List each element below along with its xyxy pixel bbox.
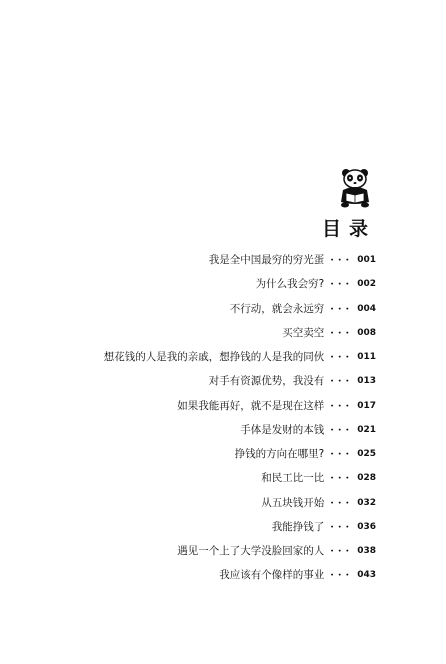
toc-entry-title: 和民工比一比 bbox=[261, 472, 325, 484]
toc-entry-title: 挣钱的方向在哪里? bbox=[234, 448, 325, 460]
toc-page-number: 002 bbox=[357, 279, 376, 289]
toc-entry-title: 我应该有个像样的事业 bbox=[219, 569, 325, 581]
toc-entry[interactable] bbox=[256, 276, 376, 292]
toc-entry[interactable] bbox=[282, 325, 376, 341]
toc-leader-dots: ··· bbox=[330, 545, 354, 557]
toc-entry[interactable] bbox=[104, 349, 376, 365]
toc-leader-dots: ··· bbox=[330, 400, 354, 412]
toc-entry[interactable] bbox=[235, 446, 376, 462]
toc-leader-dots: ··· bbox=[330, 569, 354, 581]
toc-entry[interactable] bbox=[177, 398, 376, 414]
toc-entry-title: 手体是发财的本钱 bbox=[240, 424, 325, 436]
toc-page-number: 025 bbox=[357, 449, 376, 459]
toc-page-number: 021 bbox=[357, 425, 376, 435]
toc-entry-title: 从五块钱开始 bbox=[261, 497, 325, 509]
toc-page-number: 036 bbox=[357, 522, 376, 532]
toc-leader-dots: ··· bbox=[330, 254, 354, 266]
toc-entry-title: 想花钱的人是我的亲戚，想挣钱的人是我的同伙 bbox=[103, 351, 325, 363]
toc-leader-dots: ··· bbox=[330, 424, 354, 436]
toc-entry-title: 对手有资源优势，我没有 bbox=[208, 375, 325, 387]
toc-page-number: 043 bbox=[357, 570, 376, 580]
toc-page-number: 008 bbox=[357, 328, 376, 338]
toc-entry-title: 为什么我会穷? bbox=[255, 278, 325, 290]
toc-entry-title: 不行动，就会永远穷 bbox=[229, 303, 325, 315]
toc-leader-dots: ··· bbox=[330, 278, 354, 290]
toc-entry-title: 买空卖空 bbox=[282, 327, 325, 339]
toc-leader-dots: ··· bbox=[330, 375, 354, 387]
toc-entry[interactable] bbox=[240, 422, 376, 438]
toc-entry[interactable] bbox=[177, 543, 376, 559]
toc-page-number: 004 bbox=[357, 304, 376, 314]
toc-entry-title: 我能挣钱了 bbox=[271, 521, 325, 533]
toc-leader-dots: ··· bbox=[330, 497, 354, 509]
toc-entry[interactable] bbox=[261, 495, 376, 511]
toc-page-number: 038 bbox=[357, 546, 376, 556]
toc-entry[interactable] bbox=[219, 567, 376, 583]
toc-entry[interactable] bbox=[209, 252, 376, 268]
toc-entry-title: 如果我能再好，就不是现在这样 bbox=[177, 400, 325, 412]
toc-page-number: 011 bbox=[357, 352, 376, 362]
toc-leader-dots: ··· bbox=[330, 351, 354, 363]
toc-entry[interactable] bbox=[209, 373, 376, 389]
toc-page-number: 017 bbox=[357, 401, 376, 411]
toc-page-number: 001 bbox=[357, 255, 376, 265]
toc-page-number: 013 bbox=[357, 376, 376, 386]
toc-leader-dots: ··· bbox=[330, 521, 354, 533]
toc-entry[interactable] bbox=[230, 301, 376, 317]
toc-leader-dots: ··· bbox=[330, 472, 354, 484]
toc-entry-title: 遇见一个上了大学没脸回家的人 bbox=[177, 545, 325, 557]
panda-reading-icon bbox=[338, 168, 372, 208]
toc-entry[interactable] bbox=[272, 519, 376, 535]
toc-page-number: 032 bbox=[357, 498, 376, 508]
toc-page-number: 028 bbox=[357, 473, 376, 483]
toc-entry[interactable] bbox=[261, 470, 376, 486]
toc-entry-title: 我是全中国最穷的穷光蛋 bbox=[208, 254, 325, 266]
toc-heading: 目录 bbox=[321, 218, 376, 240]
toc-leader-dots: ··· bbox=[330, 327, 354, 339]
toc-leader-dots: ··· bbox=[330, 303, 354, 315]
toc-leader-dots: ··· bbox=[330, 448, 354, 460]
